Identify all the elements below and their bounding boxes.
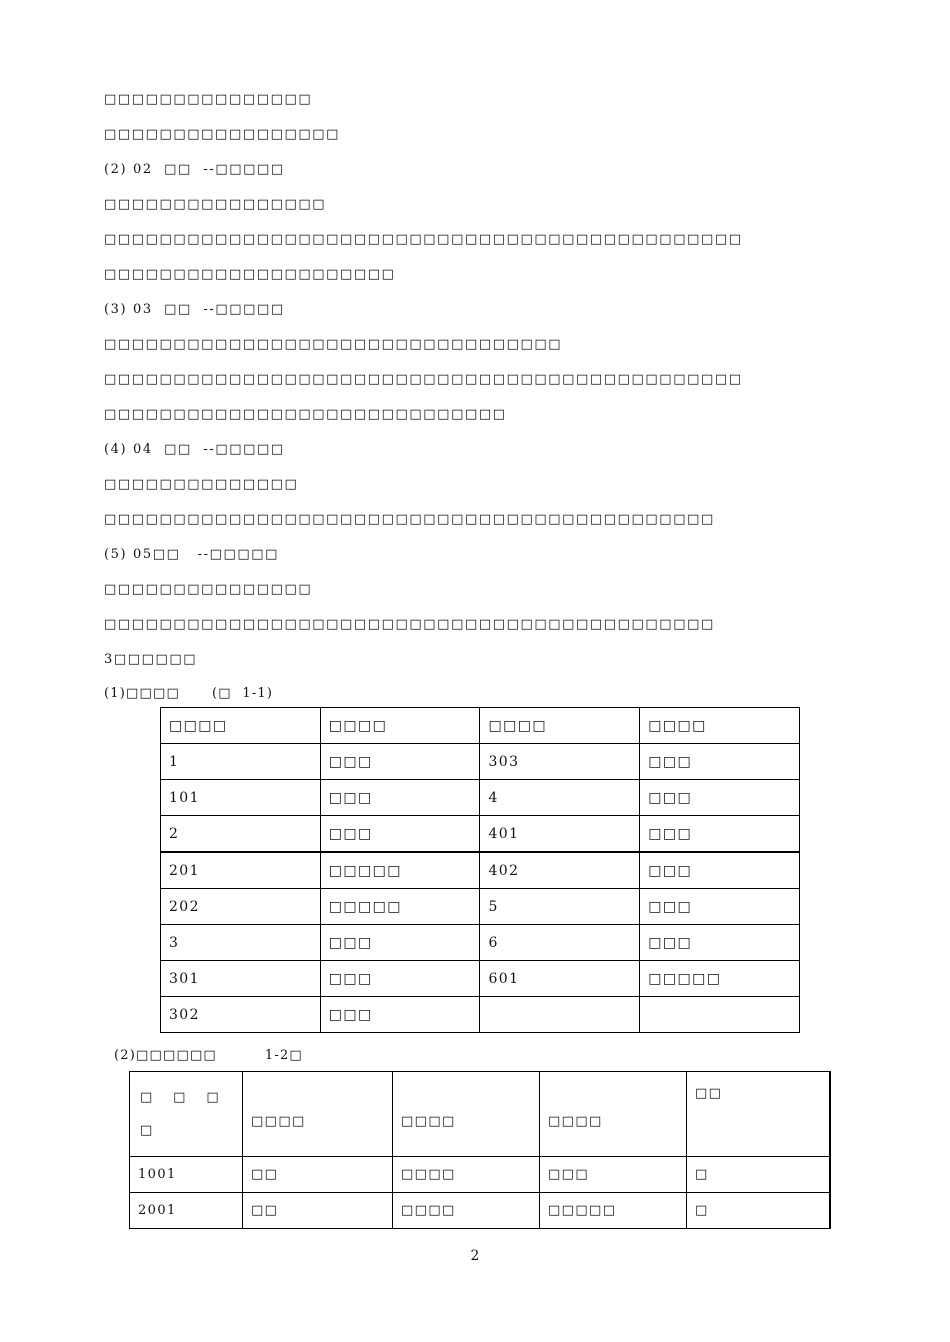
section-heading-05: (5) 05□□ --□□□□□ bbox=[104, 547, 280, 562]
table-cell: 6 bbox=[480, 925, 640, 961]
text-line-2: □□□□□□□□□□□□□□□□□ bbox=[104, 127, 341, 142]
text-line-4: □□□□□□□□□□□□□□□□ bbox=[104, 197, 327, 212]
table-cell: □□□ bbox=[640, 780, 800, 816]
table-cell bbox=[480, 997, 640, 1033]
table-cell: □□ bbox=[243, 1157, 393, 1193]
table-cell: 3 bbox=[161, 925, 321, 961]
table-row bbox=[130, 1193, 831, 1229]
table1-header-cell: □□□□ bbox=[161, 708, 321, 744]
table-cell: □□□ bbox=[320, 816, 480, 853]
table-row bbox=[161, 780, 800, 816]
table-row bbox=[130, 1157, 831, 1193]
table1-caption: (1)□□□□ (□ 1-1) bbox=[104, 686, 274, 701]
table2-header-cell: □□□□ bbox=[243, 1072, 393, 1157]
section-heading-04: (4) 04 □□ --□□□□□ bbox=[104, 442, 285, 457]
header-char: □ bbox=[173, 1090, 187, 1105]
table2 bbox=[129, 1071, 831, 1229]
table2-header-cell: □□□□ bbox=[393, 1072, 540, 1157]
text-line-5: □□□□□□□□□□□□□□□□□□□□□□□□□□□□□□□□□□□□□□□□□□□□□□ bbox=[104, 232, 743, 247]
table2-header-cell: □□ bbox=[687, 1072, 831, 1157]
text-line-8: □□□□□□□□□□□□□□□□□□□□□□□□□□□□□□□□□ bbox=[104, 337, 563, 352]
table-cell: 101 bbox=[161, 780, 321, 816]
table2-caption: (2)□□□□□□ 1-2□ bbox=[114, 1048, 303, 1063]
table-cell: 2001 bbox=[130, 1193, 243, 1229]
table1-header-cell: □□□□ bbox=[320, 708, 480, 744]
table-cell: □□□ bbox=[640, 744, 800, 780]
table-cell: □□□ bbox=[320, 997, 480, 1033]
text-line-15: □□□□□□□□□□□□□□□ bbox=[104, 582, 313, 597]
table-cell: 5 bbox=[480, 889, 640, 925]
text-line-16: □□□□□□□□□□□□□□□□□□□□□□□□□□□□□□□□□□□□□□□□□□□□ bbox=[104, 617, 715, 632]
table-cell: 1001 bbox=[130, 1157, 243, 1193]
table-row bbox=[161, 744, 800, 780]
table-cell: 303 bbox=[480, 744, 640, 780]
page-number: 2 bbox=[470, 1248, 480, 1264]
text-line-9: □□□□□□□□□□□□□□□□□□□□□□□□□□□□□□□□□□□□□□□□□□□□□□ bbox=[104, 372, 743, 387]
table1 bbox=[160, 707, 800, 1033]
table-cell: □□□ bbox=[320, 961, 480, 997]
table-cell: □□□ bbox=[320, 780, 480, 816]
table2-header-row bbox=[130, 1072, 831, 1157]
text-line-13: □□□□□□□□□□□□□□□□□□□□□□□□□□□□□□□□□□□□□□□□□□□□ bbox=[104, 512, 715, 527]
table-cell: □□□ bbox=[640, 889, 800, 925]
table-cell: □ bbox=[687, 1157, 831, 1193]
table-cell: 302 bbox=[161, 997, 321, 1033]
table-cell: □□□□ bbox=[393, 1157, 540, 1193]
table-cell: □□□ bbox=[540, 1157, 687, 1193]
table-cell: □□□ bbox=[640, 852, 800, 889]
table-cell: □□ bbox=[243, 1193, 393, 1229]
header-char: □ bbox=[140, 1090, 154, 1105]
table-cell: 601 bbox=[480, 961, 640, 997]
table-row bbox=[161, 852, 800, 889]
table-row bbox=[161, 889, 800, 925]
table1-header-cell: □□□□ bbox=[480, 708, 640, 744]
table-cell: 2 bbox=[161, 816, 321, 853]
table-cell bbox=[640, 997, 800, 1033]
text-line-1: □□□□□□□□□□□□□□□ bbox=[104, 92, 313, 107]
table-cell: □ bbox=[687, 1193, 831, 1229]
table-row bbox=[161, 816, 800, 853]
table-cell: □□□□ bbox=[393, 1193, 540, 1229]
section-heading-02: (2) 02 □□ --□□□□□ bbox=[104, 162, 285, 177]
text-line-12: □□□□□□□□□□□□□□ bbox=[104, 477, 299, 492]
table-cell: 201 bbox=[161, 852, 321, 889]
table-row bbox=[161, 961, 800, 997]
table1-header-cell: □□□□ bbox=[640, 708, 800, 744]
table-cell: □□□ bbox=[320, 925, 480, 961]
section-heading-3: 3□□□□□□ bbox=[104, 652, 198, 667]
table-cell: □□□ bbox=[320, 744, 480, 780]
header-char: □ bbox=[206, 1090, 220, 1105]
table2-header-cell: □□□□ bbox=[540, 1072, 687, 1157]
table-cell: □□□□□ bbox=[540, 1193, 687, 1229]
table-cell: □□□ bbox=[640, 925, 800, 961]
table-cell: □□□ bbox=[640, 816, 800, 853]
table-row bbox=[161, 925, 800, 961]
table-cell: 202 bbox=[161, 889, 321, 925]
table-cell: 1 bbox=[161, 744, 321, 780]
table-cell: □□□□□ bbox=[640, 961, 800, 997]
table2-header-code-top bbox=[140, 1090, 220, 1105]
table-cell: □□□□□ bbox=[320, 889, 480, 925]
text-line-6: □□□□□□□□□□□□□□□□□□□□□ bbox=[104, 267, 396, 282]
table2-header-cell-code bbox=[130, 1072, 243, 1157]
table-cell: 4 bbox=[480, 780, 640, 816]
table-cell: 301 bbox=[161, 961, 321, 997]
section-heading-03: (3) 03 □□ --□□□□□ bbox=[104, 302, 285, 317]
table-cell: 401 bbox=[480, 816, 640, 853]
table-cell: □□□□□ bbox=[320, 852, 480, 889]
text-line-10: □□□□□□□□□□□□□□□□□□□□□□□□□□□□□ bbox=[104, 407, 507, 422]
table-cell: 402 bbox=[480, 852, 640, 889]
table-row bbox=[161, 997, 800, 1033]
table2-header-code-bottom: □ bbox=[140, 1123, 154, 1138]
table1-header-row bbox=[161, 708, 800, 744]
